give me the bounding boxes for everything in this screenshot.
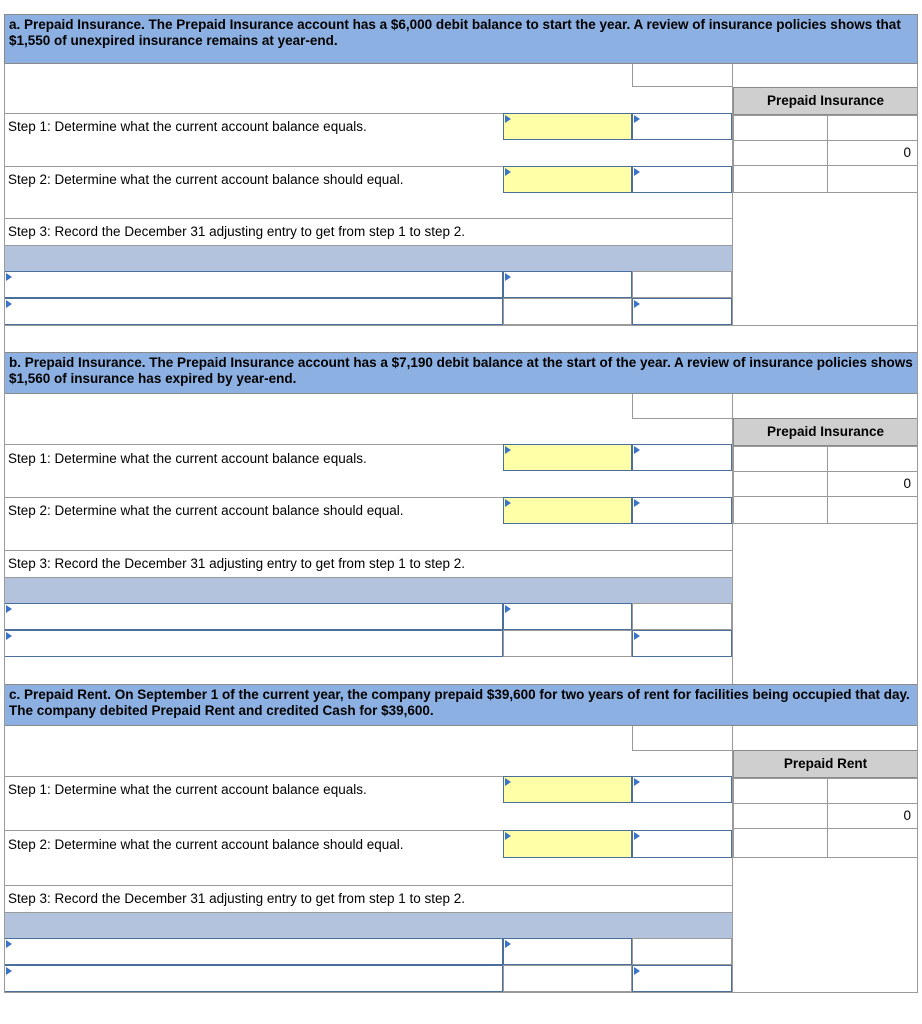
section-b-journal-debit-1[interactable] — [503, 603, 632, 630]
section-a-journal-header — [4, 245, 732, 271]
t-account-c-top-divider — [632, 726, 633, 750]
row-line — [4, 992, 918, 993]
section-b-journal-account-2[interactable] — [4, 630, 503, 657]
row-line — [4, 325, 918, 326]
section-c-header: c. Prepaid Rent. On September 1 of the current year, the company prepaid $39,600 for two years of rent for facilities being occupied that day. The company debited Prepaid Rent and credited Cash for $39,600. — [4, 684, 918, 726]
t-account-c-credit-3[interactable] — [827, 828, 918, 858]
section-a-step3-label: Step 3: Record the December 31 adjusting entry to get from step 1 to step 2. — [8, 224, 466, 239]
t-account-b-title: Prepaid Insurance — [733, 418, 918, 446]
t-account-b-debit-1[interactable] — [733, 446, 828, 472]
dropdown-arrow-icon — [634, 632, 640, 640]
row-line — [4, 885, 732, 886]
section-c-journal-debit-2[interactable] — [503, 965, 632, 992]
t-account-a-title: Prepaid Insurance — [733, 87, 918, 115]
dropdown-arrow-icon — [6, 967, 12, 975]
dropdown-arrow-icon — [6, 605, 12, 613]
section-a-step2-label: Step 2: Determine what the current account balance should equal. — [8, 172, 404, 187]
section-a-journal-credit-1[interactable] — [632, 271, 732, 298]
dropdown-arrow-icon — [634, 300, 640, 308]
section-a-journal-account-1[interactable] — [4, 271, 503, 298]
section-c-step1-amount-input[interactable] — [632, 776, 732, 803]
section-c-step1-account-select[interactable] — [503, 776, 632, 803]
section-a-journal-credit-2[interactable] — [632, 298, 732, 325]
section-b-step2-label: Step 2: Determine what the current account balance should equal. — [8, 503, 404, 518]
section-a-header: a. Prepaid Insurance. The Prepaid Insurance account has a $6,000 debit balance to start the year. A review of insurance policies shows that $1,550 of unexpired insurance remains at year-end. — [4, 14, 918, 64]
t-account-c-debit-1[interactable] — [733, 778, 828, 804]
t-account-c-debit-2[interactable] — [733, 803, 828, 829]
dropdown-arrow-icon — [505, 499, 511, 507]
t-account-a-debit-1[interactable] — [733, 115, 828, 141]
dropdown-arrow-icon — [505, 605, 511, 613]
dropdown-arrow-icon — [505, 940, 511, 948]
t-account-c-title: Prepaid Rent — [733, 750, 918, 778]
t-account-c-debit-3[interactable] — [733, 828, 828, 858]
section-c-step2-amount-input[interactable] — [632, 830, 732, 858]
t-account-c-credit-1[interactable] — [827, 778, 918, 804]
t-account-a-balance: 0 — [827, 140, 918, 166]
t-account-b-top-line — [632, 418, 732, 419]
section-b-journal-credit-1[interactable] — [632, 603, 732, 630]
t-account-b-debit-3[interactable] — [733, 496, 828, 524]
section-b-step2-amount-input[interactable] — [632, 497, 732, 524]
section-c-step3-label: Step 3: Record the December 31 adjusting entry to get from step 1 to step 2. — [8, 891, 466, 906]
section-b-step1-account-select[interactable] — [503, 444, 632, 471]
outer-left-border — [4, 64, 5, 992]
dropdown-arrow-icon — [634, 446, 640, 454]
section-b-journal-credit-2[interactable] — [632, 630, 732, 657]
section-c-journal-debit-1[interactable] — [503, 938, 632, 965]
dropdown-arrow-icon — [634, 168, 640, 176]
t-account-b-credit-3[interactable] — [827, 496, 918, 524]
dropdown-arrow-icon — [505, 778, 511, 786]
section-a-step2-account-select[interactable] — [503, 166, 632, 193]
section-c-journal-account-1[interactable] — [4, 938, 503, 965]
t-account-b-credit-1[interactable] — [827, 446, 918, 472]
dropdown-arrow-icon — [6, 273, 12, 281]
dropdown-arrow-icon — [634, 115, 640, 123]
dropdown-arrow-icon — [505, 115, 511, 123]
t-account-b-debit-2[interactable] — [733, 471, 828, 497]
section-a-step1-amount-input[interactable] — [632, 113, 732, 140]
section-b-step3-label: Step 3: Record the December 31 adjusting entry to get from step 1 to step 2. — [8, 556, 466, 571]
section-b-header: b. Prepaid Insurance. The Prepaid Insurance account has a $7,190 debit balance at the start of the year. A review of insurance policies shows $1,560 of insurance has expired by year-end. — [4, 352, 918, 394]
outer-right-border — [917, 64, 918, 992]
t-account-a-credit-1[interactable] — [827, 115, 918, 141]
section-a-journal-account-2[interactable] — [4, 298, 503, 325]
dropdown-arrow-icon — [6, 632, 12, 640]
section-b-step2-account-select[interactable] — [503, 497, 632, 524]
section-a-journal-debit-1[interactable] — [503, 271, 632, 298]
dropdown-arrow-icon — [634, 967, 640, 975]
t-account-a-top-divider — [632, 64, 633, 86]
row-line — [4, 218, 732, 219]
section-c-step2-account-select[interactable] — [503, 830, 632, 858]
section-c-journal-account-2[interactable] — [4, 965, 503, 992]
section-b-journal-header — [4, 577, 732, 603]
dropdown-arrow-icon — [505, 446, 511, 454]
dropdown-arrow-icon — [634, 499, 640, 507]
section-b-step1-label: Step 1: Determine what the current account balance equals. — [8, 451, 367, 466]
section-a-step1-account-select[interactable] — [503, 113, 632, 140]
dropdown-arrow-icon — [634, 778, 640, 786]
dropdown-arrow-icon — [6, 300, 12, 308]
dropdown-arrow-icon — [505, 832, 511, 840]
t-account-a-credit-3[interactable] — [827, 165, 918, 193]
section-c-step1-label: Step 1: Determine what the current account balance equals. — [8, 782, 367, 797]
row-line — [4, 550, 732, 551]
section-c-journal-credit-2[interactable] — [632, 965, 732, 992]
dropdown-arrow-icon — [6, 940, 12, 948]
section-b-step1-amount-input[interactable] — [632, 444, 732, 471]
t-account-b-top-divider — [632, 394, 633, 418]
t-account-b-balance: 0 — [827, 471, 918, 497]
section-c-journal-credit-1[interactable] — [632, 938, 732, 965]
t-account-a-top-line — [632, 86, 732, 87]
t-account-c-top-line — [632, 750, 732, 751]
section-a-journal-debit-2[interactable] — [503, 298, 632, 325]
dropdown-arrow-icon — [505, 273, 511, 281]
dropdown-arrow-icon — [634, 832, 640, 840]
t-account-c-balance: 0 — [827, 803, 918, 829]
section-b-journal-debit-2[interactable] — [503, 630, 632, 657]
section-c-step2-label: Step 2: Determine what the current account balance should equal. — [8, 837, 404, 852]
section-b-journal-account-1[interactable] — [4, 603, 503, 630]
t-account-a-debit-3[interactable] — [733, 165, 828, 193]
dropdown-arrow-icon — [505, 168, 511, 176]
t-account-a-debit-2[interactable] — [733, 140, 828, 166]
section-a-step1-label: Step 1: Determine what the current account balance equals. — [8, 119, 367, 134]
section-c-journal-header — [4, 912, 732, 938]
section-a-step2-amount-input[interactable] — [632, 166, 732, 193]
